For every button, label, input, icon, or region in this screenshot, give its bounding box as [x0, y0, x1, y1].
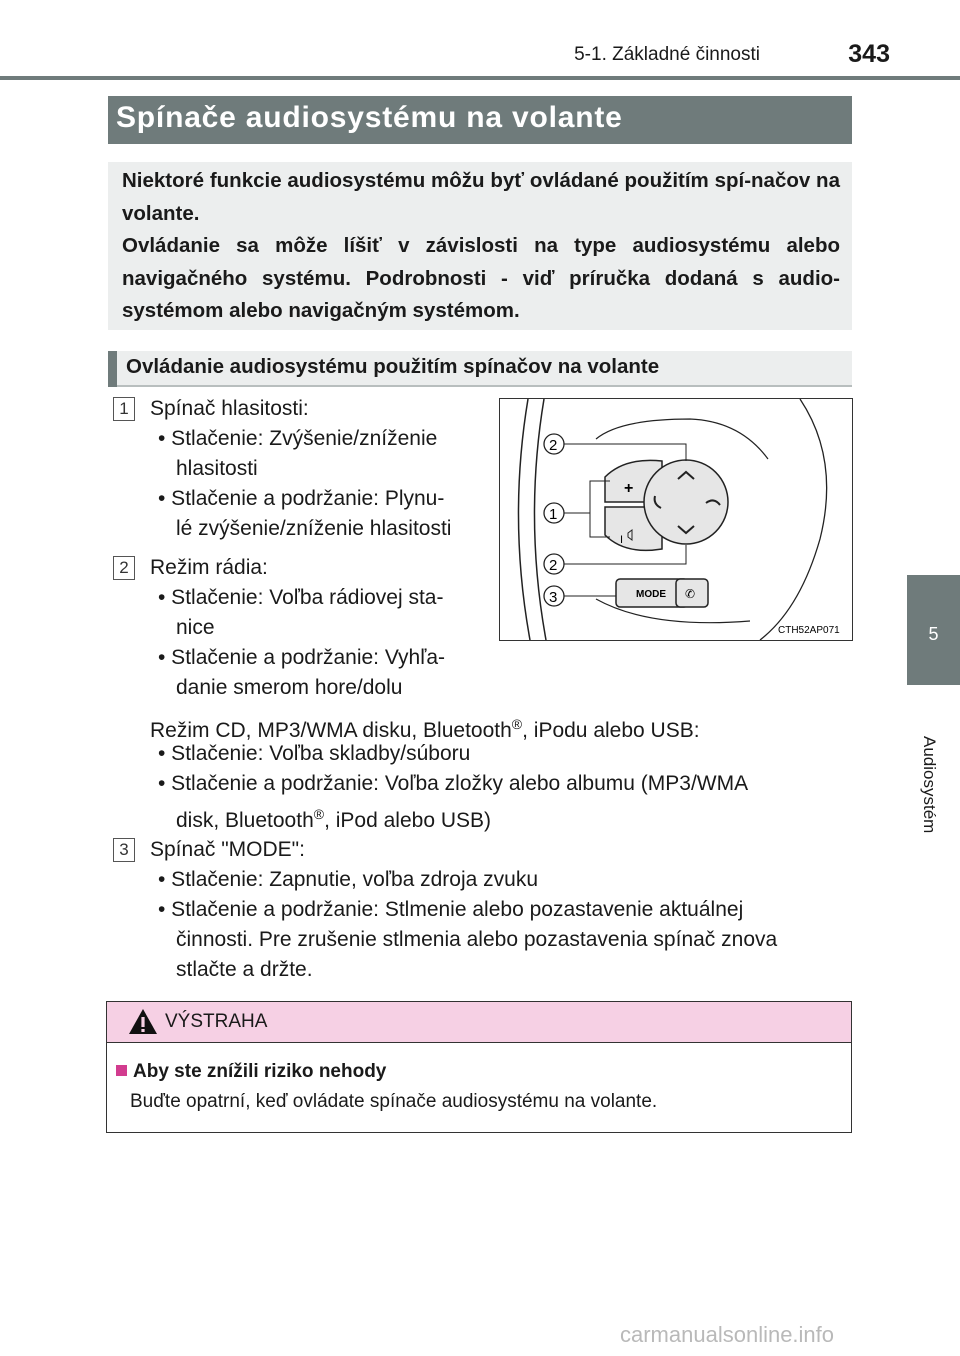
subsection-accent	[108, 351, 117, 387]
item-1-title: Spínač hlasitosti:	[150, 397, 309, 420]
warning-square-icon	[116, 1065, 127, 1076]
warning-body: Buďte opatrní, keď ovládate spínače audiosystému na volante.	[130, 1091, 658, 1112]
item-number-1: 1	[113, 397, 135, 421]
item-2-bullet-1-cont: nice	[176, 616, 215, 639]
callout-1-label: 1	[549, 506, 558, 523]
intro-paragraph-1: Niektoré funkcie audiosystému môžu byť ovládané použitím spí-načov na volante.	[122, 169, 840, 225]
intro-paragraph-2: Ovládanie sa môže líšiť v závislosti na type audiosystému alebo navigačného systému. Podrobnosti - viď príručka dodaná s audio-systémom alebo navigačným systémom.	[122, 234, 840, 322]
item-2-title: Režim rádia:	[150, 556, 268, 579]
page-title: Spínače audiosystému na volante	[116, 101, 623, 134]
voice-icon: ✆	[685, 587, 696, 601]
item-3-title: Spínač "MODE":	[150, 838, 305, 861]
intro-text	[122, 165, 840, 328]
callout-3-label: 3	[549, 589, 558, 606]
minus-mark: I	[620, 534, 624, 546]
subsection-title: Ovládanie audiosystému použitím spínačov na volante	[126, 355, 660, 378]
figure-code: CTH52AP071	[778, 625, 840, 636]
item-3-bullet-2-cont-2: stlačte a držte.	[176, 958, 313, 981]
callout-line-2a	[564, 444, 686, 461]
chapter-number: 5	[928, 624, 939, 644]
item-2-bullet-2-cont: danie smerom hore/dolu	[176, 676, 403, 699]
wheel-rim-outer	[518, 399, 530, 640]
warning-triangle-icon	[128, 1008, 158, 1035]
item-1-bullet-1: • Stlačenie: Zvýšenie/zníženie	[158, 427, 438, 450]
cd-mode-title: Režim CD, MP3/WMA disku, Bluetooth®, iPodu alebo USB:	[150, 716, 700, 742]
callout-2-bottom-label: 2	[549, 557, 558, 574]
item-3-bullet-2-cont: činnosti. Pre zrušenie stlmenia alebo pozastavenia spínač znova	[176, 928, 778, 951]
cd-bullet-2: • Stlačenie a podržanie: Voľba zložky alebo albumu (MP3/WMA	[158, 772, 749, 795]
warning-title: VÝSTRAHA	[165, 1011, 268, 1032]
item-1-bullet-2-cont: lé zvýšenie/zníženie hlasitosti	[176, 517, 452, 540]
item-1-bullet-1-cont: hlasitosti	[176, 457, 258, 480]
cd-bullet-2-cont: disk, Bluetooth®, iPod alebo USB)	[176, 806, 492, 832]
header-rule	[0, 76, 960, 80]
item-1-bullet-2: • Stlačenie a podržanie: Plynu-	[158, 487, 445, 510]
item-3-bullet-2: • Stlačenie a podržanie: Stlmenie alebo pozastavenie aktuálnej	[158, 898, 744, 921]
header-section: 5-1. Základné činnosti	[574, 44, 760, 65]
item-2-bullet-1: • Stlačenie: Voľba rádiovej sta-	[158, 586, 444, 609]
item-2-bullet-2: • Stlačenie a podržanie: Vyhľa-	[158, 646, 446, 669]
watermark: carmanualsonline.info	[620, 1322, 835, 1347]
mode-label: MODE	[636, 589, 666, 600]
callout-2-top-label: 2	[549, 437, 558, 454]
steering-switch-figure	[499, 398, 853, 641]
plus-label: +	[624, 480, 634, 497]
item-number-3: 3	[113, 838, 135, 862]
item-3-bullet-1: • Stlačenie: Zapnutie, voľba zdroja zvuku	[158, 868, 539, 891]
wheel-rim-inner	[534, 399, 546, 640]
spoke-outline	[760, 399, 827, 640]
page-number: 343	[848, 40, 890, 68]
pad-outline-top	[596, 419, 768, 459]
item-number-2: 2	[113, 556, 135, 580]
chapter-label: Audiosystém	[920, 736, 939, 834]
callout-line-1-top	[564, 481, 610, 513]
cd-bullet-1: • Stlačenie: Voľba skladby/súboru	[158, 742, 471, 765]
steering-switch-illustration	[500, 399, 852, 640]
warning-subtitle: Aby ste znížili riziko nehody	[116, 1061, 386, 1083]
